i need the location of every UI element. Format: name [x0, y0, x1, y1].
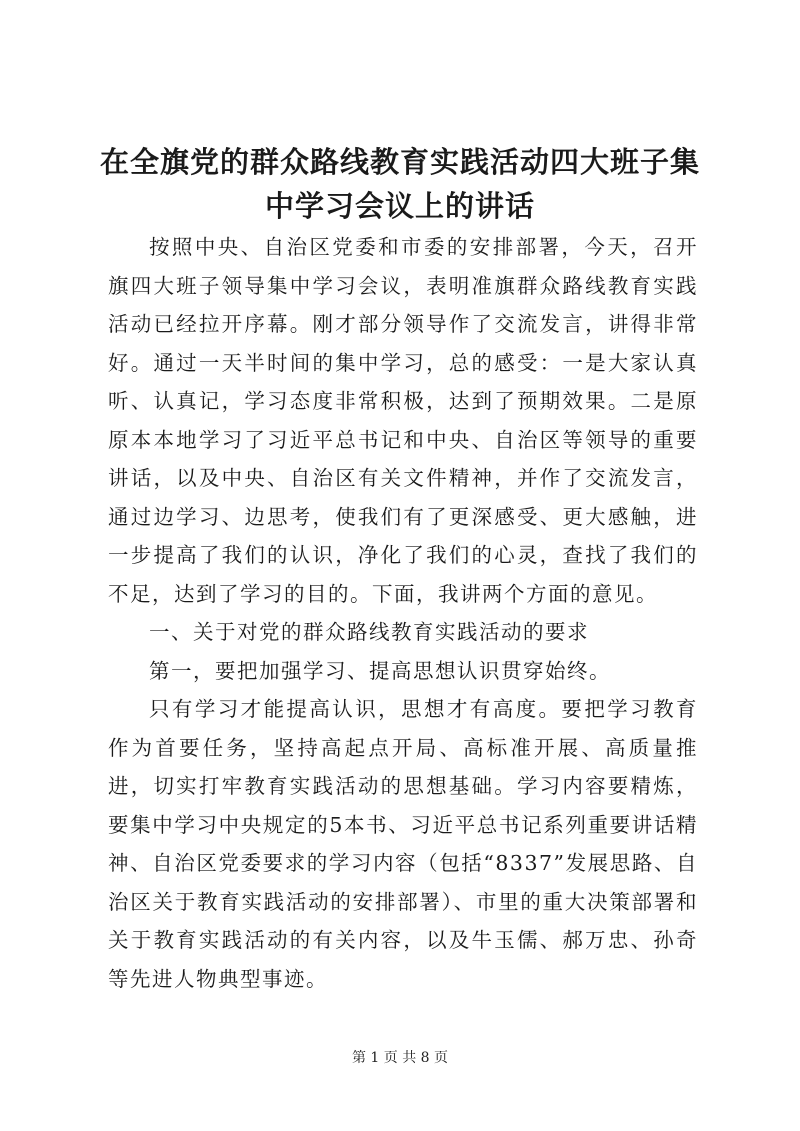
document-body	[108, 228, 698, 998]
document-title: 在全旗党的群众路线教育实践活动四大班子集中学习会议上的讲话	[100, 145, 701, 223]
paragraph-intro: 按照中央、自治区党委和市委的安排部署，今天，召开旗四大班子领导集中学习会议，表明准旗群众路线教育实践活动已经拉开序幕。刚才部分领导作了交流发言，讲得非常好。通过一天半时间的集中学习，总的感受：一是大家认真听、认真记，学习态度非常积极，达到了预期效果。二是原原本本地学习了习近平总书记和中央、自治区等领导的重要讲话，以及中央、自治区有关文件精神，并作了交流发言，通过边学习、边思考，使我们有了更深感受、更大感触，进一步提高了我们的认识，净化了我们的心灵，查找了我们的不足，达到了学习的目的。下面，我讲两个方面的意见。	[108, 235, 698, 606]
page-footer: 第 1 页 共 8 页	[351, 1050, 449, 1066]
section-heading-1: 一、关于对党的群众路线教育实践活动的要求	[149, 620, 589, 644]
paragraph-study: 只有学习才能提高认识，思想才有高度。要把学习教育作为首要任务，坚持高起点开局、高标准开展、高质量推进，切实打牢教育实践活动的思想基础。学习内容要精炼，要集中学习中央规定的5本书、习近平总书记系列重要讲话精神、自治区党委要求的学习内容（包括“8337”发展思路、自治区关于教育实践活动的安排部署）、市里的重大决策部署和关于教育实践活动的有关内容，以及牛玉儒、郝万忠、孙奇等先进人物典型事迹。	[108, 697, 698, 991]
subsection-heading-1: 第一，要把加强学习、提高思想认识贯穿始终。	[149, 658, 611, 683]
